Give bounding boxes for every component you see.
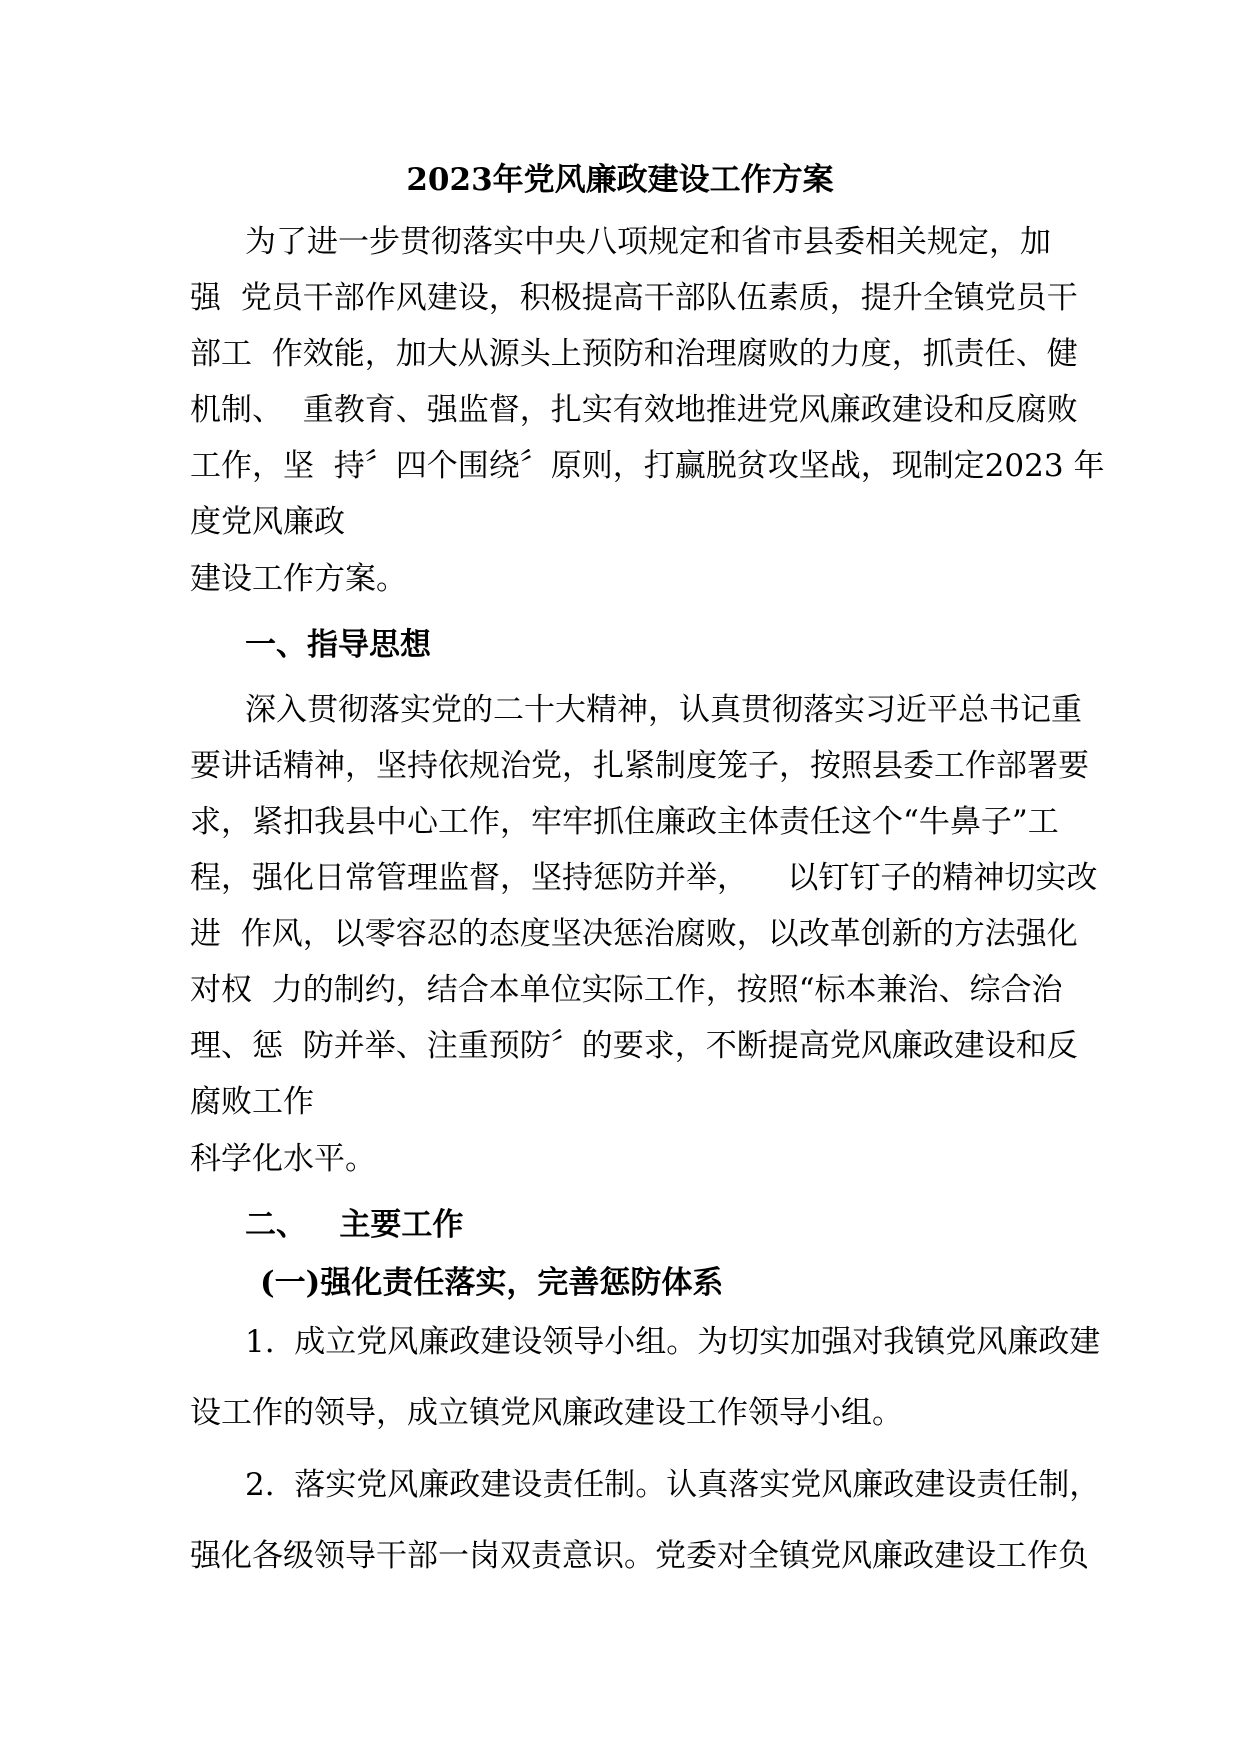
section-heading-guiding-ideology: 一、指导思想 — [245, 627, 431, 663]
section1-line: 要讲话精神，坚持依规治党，扎紧制度笼子，按照县委工作部署要 — [190, 748, 1089, 784]
intro-line: 度党风廉政 — [190, 504, 345, 540]
intro-line: 强 党员干部作风建设，积极提高干部队伍素质，提升全镇党员干 — [190, 280, 1078, 316]
item1-line: 1. 成立党风廉政建设领导小组。为切实加强对我镇党风廉政建 — [245, 1324, 1101, 1360]
intro-line: 为了进一步贯彻落实中央八项规定和省市县委相关规定，加 — [245, 224, 1051, 260]
section1-line: 腐败工作 — [190, 1084, 314, 1120]
item2-line: 2. 落实党风廉政建设责任制。认真落实党风廉政建设责任制， — [245, 1467, 1101, 1503]
intro-line: 机制、 重教育、强监督，扎实有效地推进党风廉政建设和反腐败 — [190, 392, 1078, 428]
item2-line: 强化各级领导干部一岗双责意识。党委对全镇党风廉政建设工作负 — [190, 1538, 1089, 1574]
section1-line: 理、惩 防并举、注重预防〞的要求，不断提高党风廉政建设和反 — [190, 1028, 1078, 1064]
section1-line: 进 作风，以零容忍的态度坚决惩治腐败，以改革创新的方法强化 — [190, 916, 1078, 952]
section1-line: 科学化水平。 — [190, 1141, 376, 1177]
section1-line: 求，紧扣我县中心工作，牢牢抓住廉政主体责任这个“牛鼻子”工 — [190, 804, 1059, 840]
intro-line: 建设工作方案。 — [190, 561, 407, 597]
intro-line: 部工 作效能，加大从源头上预防和治理腐败的力度，抓责任、健 — [190, 336, 1078, 372]
subsection-heading: (一)强化责任落实，完善惩防体系 — [260, 1265, 724, 1301]
intro-line: 工作，坚 持〞四个围绕〞原则，打赢脱贫攻坚战，现制定2023 年 — [190, 448, 1105, 484]
section-heading-main-work: 二、 主要工作 — [245, 1207, 464, 1243]
section1-line: 深入贯彻落实党的二十大精神，认真贯彻落实习近平总书记重 — [245, 692, 1082, 728]
section1-line: 程，强化日常管理监督，坚持惩防并举， 以钉钉子的精神切实改 — [190, 860, 1098, 896]
item1-line: 设工作的领导，成立镇党风廉政建设工作领导小组。 — [190, 1395, 903, 1431]
section1-line: 对权 力的制约，结合本单位实际工作，按照“标本兼治、综合治 — [190, 972, 1063, 1008]
document-title: 2023年党风廉政建设工作方案 — [406, 162, 834, 198]
